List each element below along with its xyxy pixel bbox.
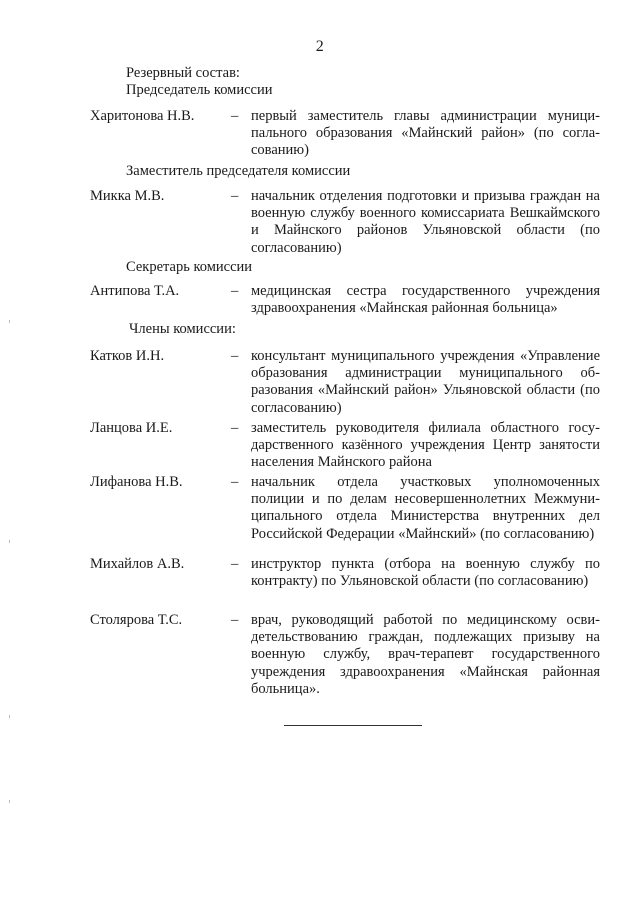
entry-description: начальник отдела участковых уполномоченных полиции и по делам несовершеннолетних Межмуниципального отдела Министерства внутренних дел Российской Федерации «Майнский» (по согласованию) — [251, 474, 600, 542]
entry-name: Катков И.Н. — [90, 348, 165, 364]
entry-dash: – — [231, 188, 239, 204]
scan-margin-mark — [9, 540, 10, 543]
entry-description: начальник отделения подготовки и призыва граждан на военную службу военного комиссариата Вешкаймского и Майнского районов Ульяновской области (по согласованию) — [251, 188, 600, 256]
entry-description: первый заместитель главы администрации муниципального образования «Майнский район» (по согласованию) — [251, 108, 600, 159]
entry-description: заместитель руководителя филиала областного государственного казённого учреждения Центр занятости населения Майнского района — [251, 420, 600, 471]
page-number: 2 — [315, 38, 325, 55]
entry-dash: – — [231, 474, 239, 490]
scan-margin-mark — [9, 715, 10, 718]
entry-description: медицинская сестра государственного учреждения здравоохранения «Майнская районная больница» — [251, 283, 600, 317]
heading-secretary: Секретарь комиссии — [126, 259, 253, 275]
entry-name: Столярова Т.С. — [90, 612, 183, 628]
entry-dash: – — [231, 556, 239, 572]
entry-name: Антипова Т.А. — [90, 283, 180, 299]
entry-dash: – — [231, 420, 239, 436]
entry-name: Михайлов А.В. — [90, 556, 185, 572]
heading-deputy: Заместитель председателя комиссии — [126, 163, 351, 179]
entry-description: консультант муниципального учреждения «Управление образования администрации муниципального образования «Майнский район» Ульяновской области (по согласованию) — [251, 348, 600, 416]
entry-name: Лифанова Н.В. — [90, 474, 183, 490]
entry-dash: – — [231, 283, 239, 299]
heading-chairman: Председатель комиссии — [126, 82, 273, 98]
entry-dash: – — [231, 108, 239, 124]
scan-margin-mark — [9, 320, 10, 323]
entry-dash: – — [231, 348, 239, 364]
entry-dash: – — [231, 612, 239, 628]
entry-description: врач, руководящий работой по медицинскому освидетельствованию граждан, подлежащих призыву на военную службу, врач-терапевт государственного учреждения здравоохранения «Майнская районная больница». — [251, 612, 600, 697]
entry-description: инструктор пункта (отбора на военную службу по контракту) по Ульяновской области (по согласованию) — [251, 556, 600, 590]
heading-members: Члены комиссии: — [129, 321, 236, 337]
end-divider — [284, 725, 422, 726]
entry-name: Микка М.В. — [90, 188, 165, 204]
entry-name: Харитонова Н.В. — [90, 108, 195, 124]
scan-margin-mark — [9, 800, 10, 803]
entry-name: Ланцова И.Е. — [90, 420, 173, 436]
heading-reserve: Резервный состав: — [126, 65, 240, 81]
